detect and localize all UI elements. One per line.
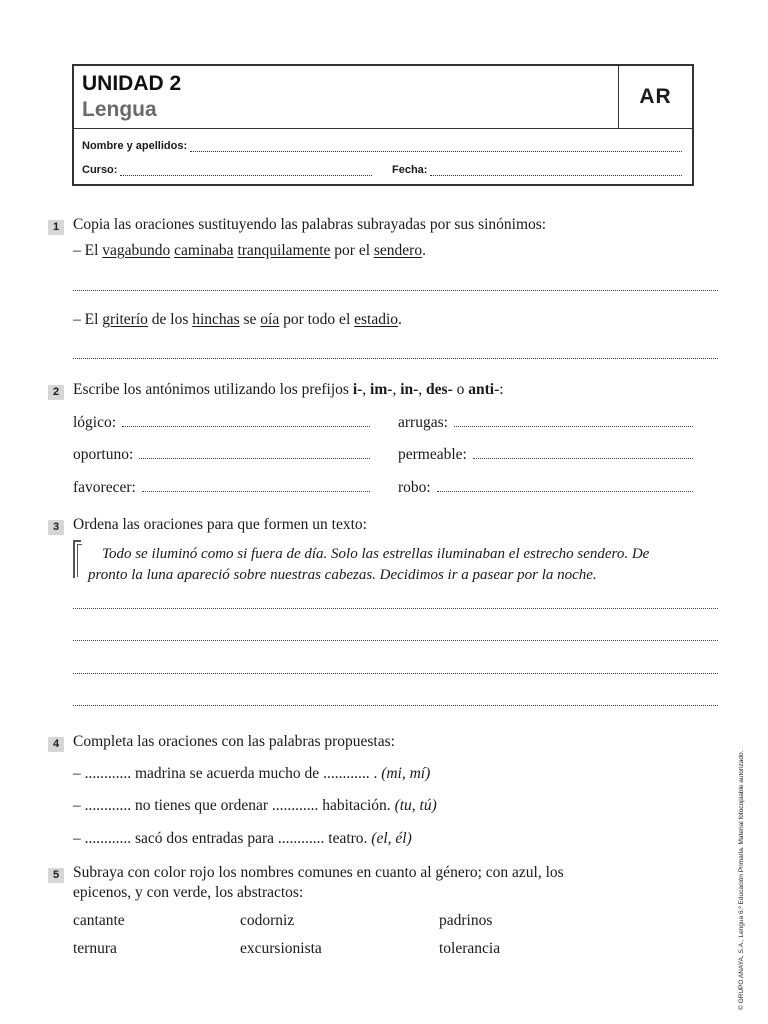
answer-line[interactable]	[73, 640, 718, 641]
answer-line[interactable]	[73, 705, 718, 706]
unit-title: UNIDAD 2	[82, 72, 182, 95]
exercise-number: 5	[48, 868, 64, 883]
subject-title: Lengua	[82, 98, 157, 121]
antonym-field[interactable]: arrugas:	[398, 414, 693, 432]
antonym-field[interactable]: robo:	[398, 479, 693, 497]
answer-line[interactable]	[73, 358, 718, 359]
quote-bracket-inner	[77, 544, 82, 577]
word-item[interactable]: cantante	[73, 912, 125, 929]
header-title-bar	[74, 66, 692, 129]
word-item[interactable]: tolerancia	[439, 940, 501, 957]
answer-line[interactable]	[73, 673, 718, 674]
antonym-field[interactable]: favorecer:	[73, 479, 370, 497]
level-badge: AR	[618, 66, 692, 128]
answer-line[interactable]	[73, 608, 718, 609]
exercise-number: 3	[48, 520, 64, 535]
fill-sentence-2[interactable]: – ............ no tienes que ordenar ............ habitación. (tu, tú)	[73, 797, 437, 814]
sentence-2: – El griterío de los hinchas se oía por todo el estadio.	[73, 311, 402, 328]
exercise-number: 1	[48, 220, 64, 235]
scrambled-text: Todo se iluminó como si fuera de día. Solo las estrellas iluminaban el estrecho sendero. De pronto la luna apareció sobre nuestras cabezas. Decidimos ir a pasear por la noche.	[88, 546, 650, 583]
exercise-number: 2	[48, 385, 64, 400]
word-item[interactable]: padrinos	[439, 912, 493, 929]
word-item[interactable]: codorniz	[240, 912, 295, 929]
word-item[interactable]: excursionista	[240, 940, 322, 957]
antonym-field[interactable]: lógico:	[73, 414, 370, 432]
exercise-instruction: Copia las oraciones sustituyendo las palabras subrayadas por sus sinónimos:	[73, 216, 547, 233]
exercise-instruction: Escribe los antónimos utilizando los prefijos i-, im-, in-, des- o anti-:	[73, 381, 504, 398]
exercise-instruction: Ordena las oraciones para que formen un texto:	[73, 516, 367, 533]
fill-sentence-1[interactable]: – ............ madrina se acuerda mucho de ............ . (mi, mí)	[73, 765, 431, 782]
copyright-notice: © GRUPO ANAYA, S.A., Lengua 6.º Educación Primaria. Material fotocopiable autorizado.	[738, 750, 745, 1010]
exercise-instruction-line-2: epicenos, y con verde, los abstractos:	[73, 884, 304, 901]
name-field[interactable]	[82, 140, 682, 152]
answer-line[interactable]	[73, 290, 718, 291]
worksheet-header	[72, 64, 694, 186]
exercise-instruction: Completa las oraciones con las palabras propuestas:	[73, 733, 395, 750]
name-label: Nombre y apellidos:	[82, 140, 188, 152]
date-label: Fecha:	[392, 164, 428, 176]
antonym-field[interactable]: oportuno:	[73, 446, 370, 464]
fill-sentence-3[interactable]: – ............ sacó dos entradas para ............ teatro. (el, él)	[73, 830, 412, 847]
exercise-number: 4	[48, 737, 64, 752]
word-item[interactable]: ternura	[73, 940, 117, 957]
date-field[interactable]	[392, 164, 682, 176]
exercise-instruction-line-1: Subraya con color rojo los nombres comunes en cuanto al género; con azul, los	[73, 864, 564, 881]
antonym-field[interactable]: permeable:	[398, 446, 693, 464]
course-label: Curso:	[82, 164, 118, 176]
sentence-1: – El vagabundo caminaba tranquilamente por el sendero.	[73, 242, 426, 259]
course-field[interactable]	[82, 164, 372, 176]
